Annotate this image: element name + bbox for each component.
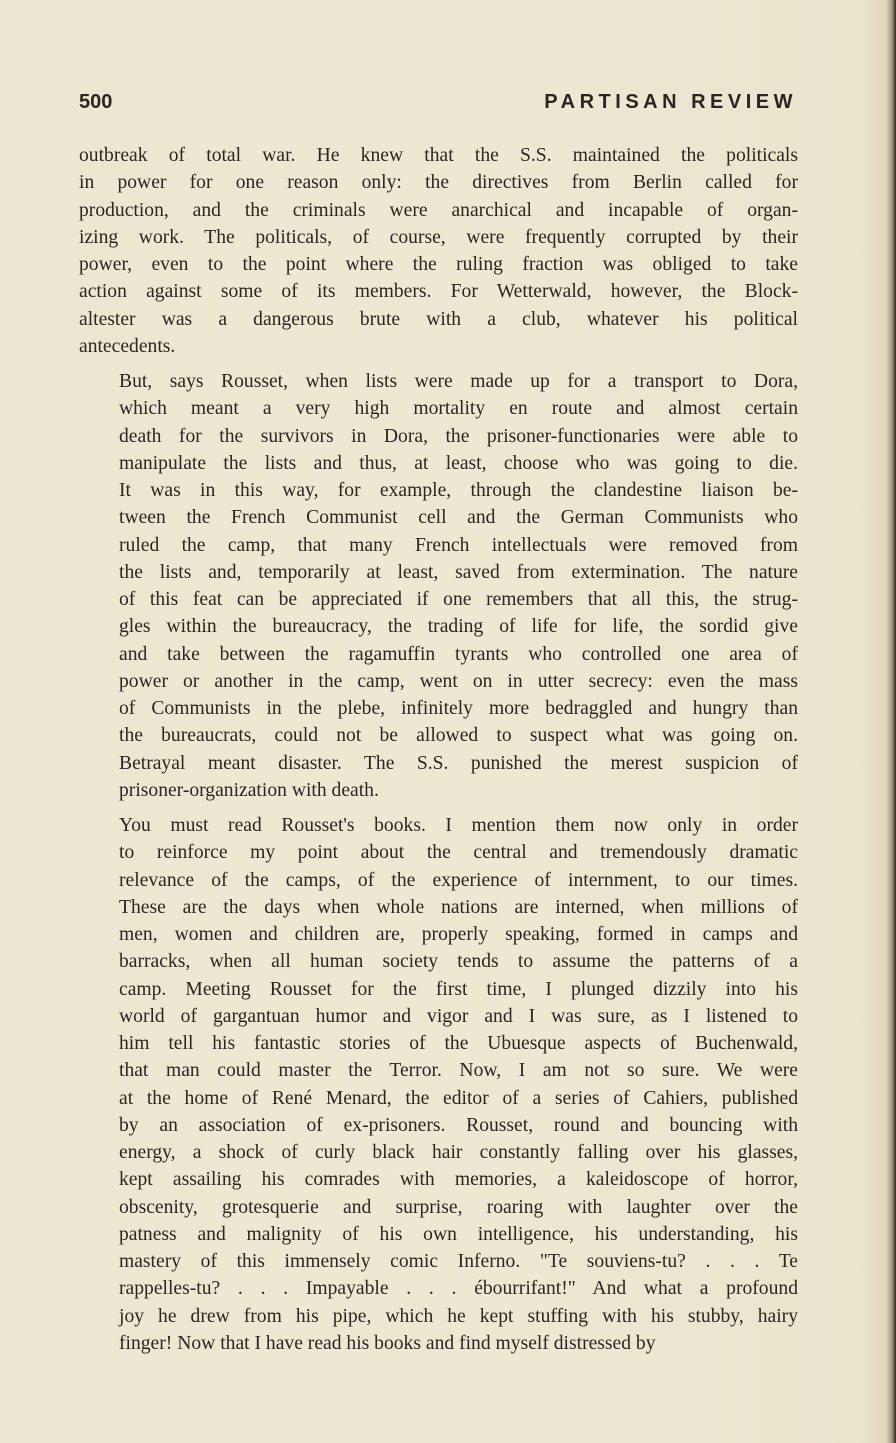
text-line: izing work. The politicals, of course, were frequently corrupted by their — [79, 226, 798, 248]
text-line: But, says Rousset, when lists were made up for a transport to Dora, — [119, 371, 798, 392]
text-line: ruled the camp, that many French intellectuals were removed from — [119, 534, 798, 556]
text-line: production, and the criminals were anarchical and incapable of organ- — [79, 199, 798, 221]
text-line: patness and malignity of his own intelligence, his understanding, his — [119, 1223, 798, 1245]
text-line: camp. Meeting Rousset for the first time, I plunged dizzily into his — [119, 978, 798, 1000]
text-line: gles within the bureaucracy, the trading of life for life, the sordid give — [119, 616, 798, 638]
paragraph — [79, 368, 798, 804]
text-line: These are the days when whole nations are interned, when millions of — [119, 896, 798, 918]
text-line: You must read Rousset's books. I mention them now only in order — [119, 815, 798, 836]
text-line: to reinforce my point about the central and tremendously dramatic — [119, 842, 798, 864]
text-line: barracks, when all human society tends to assume the patterns of a — [119, 951, 798, 973]
journal-title: PARTISAN REVIEW — [544, 91, 797, 113]
text-line: by an association of ex-prisoners. Rousset, round and bouncing with — [119, 1114, 798, 1136]
text-line: which meant a very high mortality en route and almost certain — [119, 398, 798, 420]
text-line: mastery of this immensely comic Inferno. "Te souviens-tu? . . . Te — [119, 1251, 798, 1272]
text-line: obscenity, grotesquerie and surprise, roaring with laughter over the — [119, 1196, 798, 1218]
paragraph — [79, 812, 798, 1357]
text-line: world of gargantuan humor and vigor and I was sure, as I listened to — [119, 1005, 798, 1027]
text-line: of Communists in the plebe, infinitely more bedraggled and hungry than — [119, 698, 798, 719]
text-line: men, women and children are, properly speaking, formed in camps and — [119, 924, 798, 945]
text-line: in power for one reason only: the directives from Berlin called for — [79, 172, 798, 194]
text-line: power or another in the camp, went on in utter secrecy: even the mass — [119, 670, 798, 692]
text-line: antecedents. — [79, 335, 176, 357]
text-line: outbreak of total war. He knew that the S.S. maintained the politicals — [79, 145, 798, 166]
text-line: power, even to the point where the ruling fraction was obliged to take — [79, 254, 798, 275]
text-line: finger! Now that I have read his books and find myself distressed by — [119, 1332, 656, 1354]
text-line: that man could master the Terror. Now, I am not so sure. We were — [119, 1060, 798, 1082]
text-line: tween the French Communist cell and the German Communists who — [119, 507, 798, 529]
text-line: energy, a shock of curly black hair constantly falling over his glasses, — [119, 1142, 798, 1163]
text-line: kept assailing his comrades with memories, a kaleidoscope of horror, — [119, 1169, 798, 1191]
page-edge-shadow — [886, 0, 896, 1443]
text-line: him tell his fantastic stories of the Ubuesque aspects of Buchenwald, — [119, 1033, 798, 1054]
running-head — [79, 91, 797, 121]
text-line: prisoner-organization with death. — [119, 779, 379, 801]
text-line: and take between the ragamuffin tyrants who controlled one area of — [119, 643, 798, 665]
text-line: at the home of René Menard, the editor of a series of Cahiers, published — [119, 1087, 798, 1109]
text-line: the bureaucrats, could not be allowed to suspect what was going on. — [119, 725, 798, 747]
text-line: altester was a dangerous brute with a club, whatever his political — [79, 308, 798, 330]
text-line: action against some of its members. For Wetterwald, however, the Block- — [79, 281, 798, 303]
text-line: death for the survivors in Dora, the prisoner-functionaries were able to — [119, 425, 798, 447]
paragraph — [79, 142, 798, 360]
text-line: rappelles-tu? . . . Impayable . . . ébourrifant!" And what a profound — [119, 1278, 798, 1300]
body-text — [79, 142, 798, 1357]
text-line: of this feat can be appreciated if one remembers that all this, the strug- — [119, 589, 798, 610]
text-line: It was in this way, for example, through the clandestine liaison be- — [119, 480, 798, 501]
text-line: relevance of the camps, of the experience of internment, to our times. — [119, 869, 798, 891]
text-line: Betrayal meant disaster. The S.S. punished the merest suspicion of — [119, 752, 798, 774]
text-line: joy he drew from his pipe, which he kept stuffing with his stubby, hairy — [119, 1305, 798, 1327]
text-line: the lists and, temporarily at least, saved from extermination. The nature — [119, 561, 798, 583]
page-number: 500 — [79, 91, 113, 113]
text-line: manipulate the lists and thus, at least, choose who was going to die. — [119, 452, 798, 474]
